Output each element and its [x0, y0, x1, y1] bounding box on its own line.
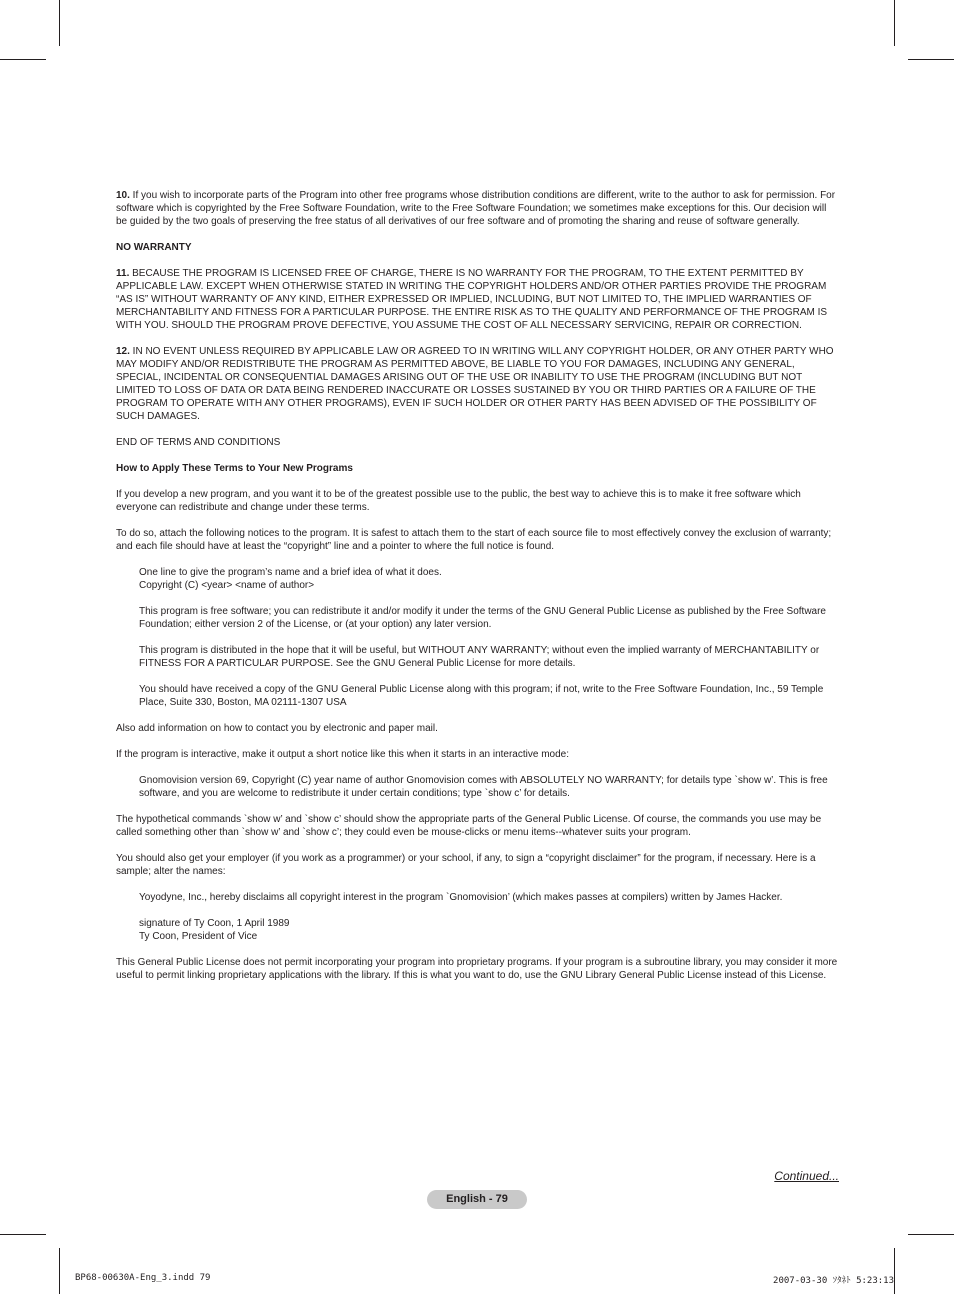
signature-block — [116, 917, 838, 943]
body-paragraph: You should also get your employer (if you work as a programmer) or your school, if any, to sign a “copyright disclaimer” for the program, if necessary. Here is a sample; alter the names: — [116, 853, 816, 877]
clause-text: IN NO EVENT UNLESS REQUIRED BY APPLICABLE LAW OR AGREED TO IN WRITING WILL ANY COPYRIGHT HOLDER, OR ANY OTHER PARTY WHO MAY MODIFY AND/OR REDISTRIBUTE THE PROGRAM AS PERMITTED ABOVE, BE LIABLE TO YOU FOR DAMAGES, INCLUDING ANY GENERAL, SPECIAL, INCIDENTAL OR CONSEQUENTIAL DAMAGES ARISING OUT OF THE USE OR INABILITY TO USE THE PROGRAM (INCLUDING BUT NOT LIMITED TO LOSS OF DATA OR DATA BEING RENDERED INACCURATE OR LOSSES SUSTAINED BY YOU OR THIRD PARTIES OR A FAILURE OF THE PROGRAM TO OPERATE WITH ANY OTHER PROGRAMS), EVEN IF SUCH HOLDER OR OTHER PARTY HAS BEEN ADVISED OF THE POSSIBILITY OF SUCH DAMAGES. — [116, 346, 834, 422]
intro-paragraph: To do so, attach the following notices to the program. It is safest to attach them to the start of each source file to most effectively convey the exclusion of warranty; and each file should have at least the “copyright” line and a pointer to where the full notice is found. — [116, 528, 832, 552]
signature-line: Ty Coon, President of Vice — [139, 931, 258, 942]
crop-mark — [59, 1248, 60, 1294]
clause-11 — [116, 267, 838, 332]
crop-mark — [894, 0, 895, 46]
clause-text: If you wish to incorporate parts of the Program into other free programs whose distribution conditions are different, write to the author to ask for permission. For software which is copyrighted by the Free Software Foundation, write to the Free Software Foundation; we sometimes make exceptions for this. Our decision will be guided by the two goals of preserving the free status of all derivatives of our free software and of promoting the sharing and reuse of software generally. — [116, 190, 836, 227]
print-slug-right: 2007-03-30 ｿﾀﾈﾄ 5:23:13 — [773, 1276, 894, 1286]
crop-mark — [908, 59, 954, 60]
notice-paragraph: You should have received a copy of the GNU General Public License along with this program; if not, write to the Free Software Foundation, Inc., 59 Temple Place, Suite 330, Boston, MA 02111-1307 USA — [139, 684, 824, 708]
clause-number: 11. — [116, 268, 130, 279]
document-body — [116, 189, 838, 995]
disclaimer-sample: Yoyodyne, Inc., hereby disclaims all copyright interest in the program `Gnomovision’ (which makes passes at compilers) written by James Hacker. — [139, 892, 783, 903]
how-to-apply-heading: How to Apply These Terms to Your New Programs — [116, 463, 353, 474]
clause-number: 12. — [116, 346, 130, 357]
continued-label: Continued... — [774, 1169, 839, 1183]
notice-line: One line to give the program’s name and a brief idea of what it does. — [139, 567, 442, 578]
crop-mark — [908, 1234, 954, 1235]
crop-mark — [894, 1248, 895, 1294]
signature-line: signature of Ty Coon, 1 April 1989 — [139, 918, 290, 929]
page-number-badge: English - 79 — [427, 1190, 527, 1209]
clause-text: BECAUSE THE PROGRAM IS LICENSED FREE OF CHARGE, THERE IS NO WARRANTY FOR THE PROGRAM, TO THE EXTENT PERMITTED BY APPLICABLE LAW. EXCEPT WHEN OTHERWISE STATED IN WRITING THE COPYRIGHT HOLDERS AND/OR OTHER PARTIES PROVIDE THE PROGRAM “AS IS” WITHOUT WARRANTY OF ANY KIND, EITHER EXPRESSED OR IMPLIED, INCLUDING, BUT NOT LIMITED TO, THE IMPLIED WARRANTIES OF MERCHANTABILITY AND FITNESS FOR A PARTICULAR PURPOSE. THE ENTIRE RISK AS TO THE QUALITY AND PERFORMANCE OF THE PROGRAM IS WITH YOU. SHOULD THE PROGRAM PROVE DEFECTIVE, YOU ASSUME THE COST OF ALL NECESSARY SERVICING, REPAIR OR CORRECTION. — [116, 268, 828, 331]
end-of-terms: END OF TERMS AND CONDITIONS — [116, 437, 281, 448]
body-paragraph: Also add information on how to contact you by electronic and paper mail. — [116, 723, 438, 734]
clause-number: 10. — [116, 190, 130, 201]
intro-paragraph: If you develop a new program, and you want it to be of the greatest possible use to the public, the best way to achieve this is to make it free software which everyone can redistribute and change under these terms. — [116, 489, 801, 513]
clause-12 — [116, 345, 838, 423]
crop-mark — [0, 59, 46, 60]
gnomovision-notice: Gnomovision version 69, Copyright (C) year name of author Gnomovision comes with ABSOLUTELY NO WARRANTY; for details type `show w’. This is free software, and you are welcome to redistribute it under certain conditions; type `show c’ for details. — [139, 775, 828, 799]
crop-mark — [59, 0, 60, 46]
notice-paragraph: This program is distributed in the hope that it will be useful, but WITHOUT ANY WARRANTY; without even the implied warranty of MERCHANTABILITY or FITNESS FOR A PARTICULAR PURPOSE. See the GNU General Public License for more details. — [139, 645, 820, 669]
body-paragraph: This General Public License does not permit incorporating your program into proprietary programs. If your program is a subroutine library, you may consider it more useful to permit linking proprietary applications with the library. If this is what you want to do, use the GNU Library General Public License instead of this License. — [116, 957, 838, 981]
notice-paragraph: This program is free software; you can redistribute it and/or modify it under the terms of the GNU General Public License as published by the Free Software Foundation; either version 2 of the License, or (at your option) any later version. — [139, 606, 826, 630]
crop-mark — [0, 1234, 46, 1235]
notice-header — [116, 566, 838, 592]
no-warranty-heading: NO WARRANTY — [116, 242, 192, 253]
print-slug-left: BP68-00630A-Eng_3.indd 79 — [75, 1273, 211, 1283]
clause-10 — [116, 189, 838, 228]
body-paragraph: The hypothetical commands `show w’ and `show c’ should show the appropriate parts of the General Public License. Of course, the commands you use may be called something other than `show w’ and `show c’; they could even be mouse-clicks or menu items--whatever suits your program. — [116, 814, 822, 838]
body-paragraph: If the program is interactive, make it output a short notice like this when it starts in an interactive mode: — [116, 749, 569, 760]
notice-line: Copyright (C) <year> <name of author> — [139, 580, 315, 591]
